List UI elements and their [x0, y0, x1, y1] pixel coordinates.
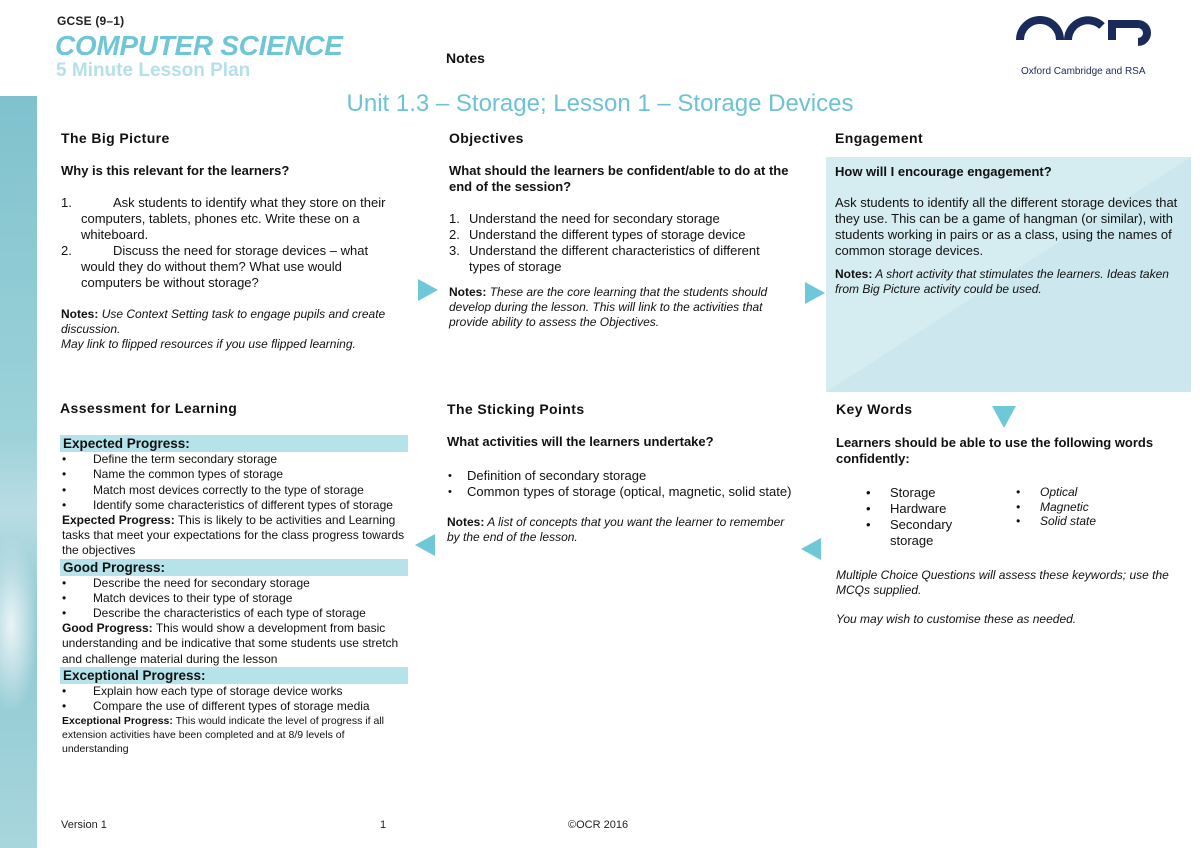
sticking-points-heading: The Sticking Points: [447, 401, 585, 417]
sticking-points-notes: Notes: A list of concepts that you want the learner to remember by the end of the lesson.: [447, 515, 785, 544]
big-picture-heading: The Big Picture: [61, 130, 170, 146]
objectives-heading: Objectives: [449, 130, 524, 146]
sticking-points-panel: [447, 401, 792, 545]
key-words-note-2: You may wish to customise these as needed.: [836, 612, 1077, 626]
big-picture-question: Why is this relevant for the learners?: [61, 163, 290, 178]
arrow-left-icon: [801, 538, 821, 560]
logo-tagline: Oxford Cambridge and RSA: [1021, 66, 1146, 77]
subject-title: COMPUTER SCIENCE: [55, 30, 343, 61]
good-progress-band: Good Progress:: [60, 559, 408, 576]
objectives-question: What should the learners be confident/able to do at the end of the session?: [449, 163, 789, 194]
sticking-points-question: What activities will the learners undertake?: [447, 434, 714, 449]
list-item: • Storage: [866, 485, 996, 501]
key-words-columns: [836, 485, 1181, 549]
exceptional-progress-summary: Exceptional Progress: This would indicate the level of progress if all extension activities have been completed and at 8/9 levels of understanding: [62, 715, 384, 756]
list-item: • Name the common types of storage: [60, 467, 408, 482]
left-decorative-bar: [0, 96, 37, 848]
list-item: • Match devices to their type of storage: [60, 591, 408, 606]
list-item: • Secondary storage: [866, 517, 996, 549]
list-item: 3. Understand the different characteristics of different types of storage: [449, 243, 760, 274]
list-item: 1. Ask students to identify what they store on their computers, tablets, phones etc. Write these on a whiteboard.: [61, 195, 386, 242]
footer-page-number: 1: [380, 819, 387, 831]
engagement-panel: [835, 130, 1185, 297]
key-words-heading: Key Words: [836, 401, 913, 417]
key-words-note-1: Multiple Choice Questions will assess these keywords; use the MCQs supplied.: [836, 568, 1169, 597]
assessment-heading: Assessment for Learning: [60, 400, 238, 416]
sticking-points-list: [447, 468, 792, 500]
good-progress-list: [60, 576, 408, 622]
list-item: • Solid state: [1016, 514, 1146, 529]
list-item: 2. Discuss the need for storage devices – what would they do without them? What use would computers be without storage?: [61, 243, 369, 290]
exceptional-progress-band: Exceptional Progress:: [60, 667, 408, 684]
expected-progress-summary: Expected Progress: This is likely to be activities and Learning tasks that meet your expectations for the class progress towards the objectives: [62, 513, 405, 558]
engagement-notes: Notes: A short activity that stimulates the learners. Ideas taken from Big Picture activity could be used.: [835, 267, 1169, 296]
objectives-list: [449, 211, 793, 275]
assessment-panel: [60, 401, 408, 756]
list-item: • Describe the characteristics of each type of storage: [60, 606, 408, 621]
big-picture-list: [61, 195, 401, 291]
expected-progress-list: [60, 452, 408, 513]
notes-header: Notes: [446, 50, 485, 66]
list-item: • Hardware: [866, 501, 996, 517]
engagement-question: How will I encourage engagement?: [835, 164, 1052, 179]
arrow-right-icon: [805, 282, 825, 304]
key-words-question: Learners should be able to use the following words confidently:: [836, 435, 1154, 466]
list-item: • Common types of storage (optical, magnetic, solid state): [447, 484, 792, 500]
key-words-list-2: [1016, 485, 1146, 529]
key-words-panel: [836, 401, 1181, 627]
left-bar-image: [0, 540, 37, 710]
big-picture-panel: [61, 130, 401, 352]
key-words-list-1: [866, 485, 996, 549]
list-item: • Compare the use of different types of storage media: [60, 699, 408, 714]
footer-copyright: ©OCR 2016: [568, 819, 629, 831]
exceptional-progress-list: [60, 684, 408, 714]
list-item: • Magnetic: [1016, 500, 1146, 515]
list-item: 2. Understand the different types of storage device: [449, 227, 746, 242]
list-item: • Optical: [1016, 485, 1146, 500]
arrow-right-icon: [418, 279, 438, 301]
objectives-notes: Notes: These are the core learning that the students should develop during the lesson. This will link to the activities that provide ability to assess the Objectives.: [449, 285, 768, 329]
arrow-left-icon: [415, 534, 435, 556]
engagement-body: Ask students to identify all the different storage devices that they use. This can be a game of hangman (or similar), with students working in pairs or as a class, using the names of common storage devices.: [835, 195, 1178, 258]
list-item: • Explain how each type of storage device works: [60, 684, 408, 699]
expected-progress-band: Expected Progress:: [60, 435, 408, 452]
qualification-label: GCSE (9–1): [57, 14, 125, 28]
plan-type-label: 5 Minute Lesson Plan: [56, 60, 251, 81]
footer-version: Version 1: [61, 819, 107, 831]
page-title: Unit 1.3 – Storage; Lesson 1 – Storage Devices: [346, 90, 854, 117]
list-item: • Define the term secondary storage: [60, 452, 408, 467]
list-item: • Describe the need for secondary storage: [60, 576, 408, 591]
list-item: • Definition of secondary storage: [447, 468, 792, 484]
engagement-heading: Engagement: [835, 130, 924, 146]
list-item: 1. Understand the need for secondary storage: [449, 211, 720, 226]
good-progress-summary: Good Progress: This would show a development from basic understanding and be indicative that some students use stretch and challenge material during the lesson: [62, 621, 399, 666]
list-item: • Match most devices correctly to the type of storage: [60, 483, 408, 498]
objectives-panel: [449, 130, 793, 330]
list-item: • Identify some characteristics of different types of storage: [60, 498, 408, 513]
big-picture-notes: Notes: Use Context Setting task to engage pupils and create discussion. May link to flipped resources if you use flipped learning.: [61, 307, 386, 351]
